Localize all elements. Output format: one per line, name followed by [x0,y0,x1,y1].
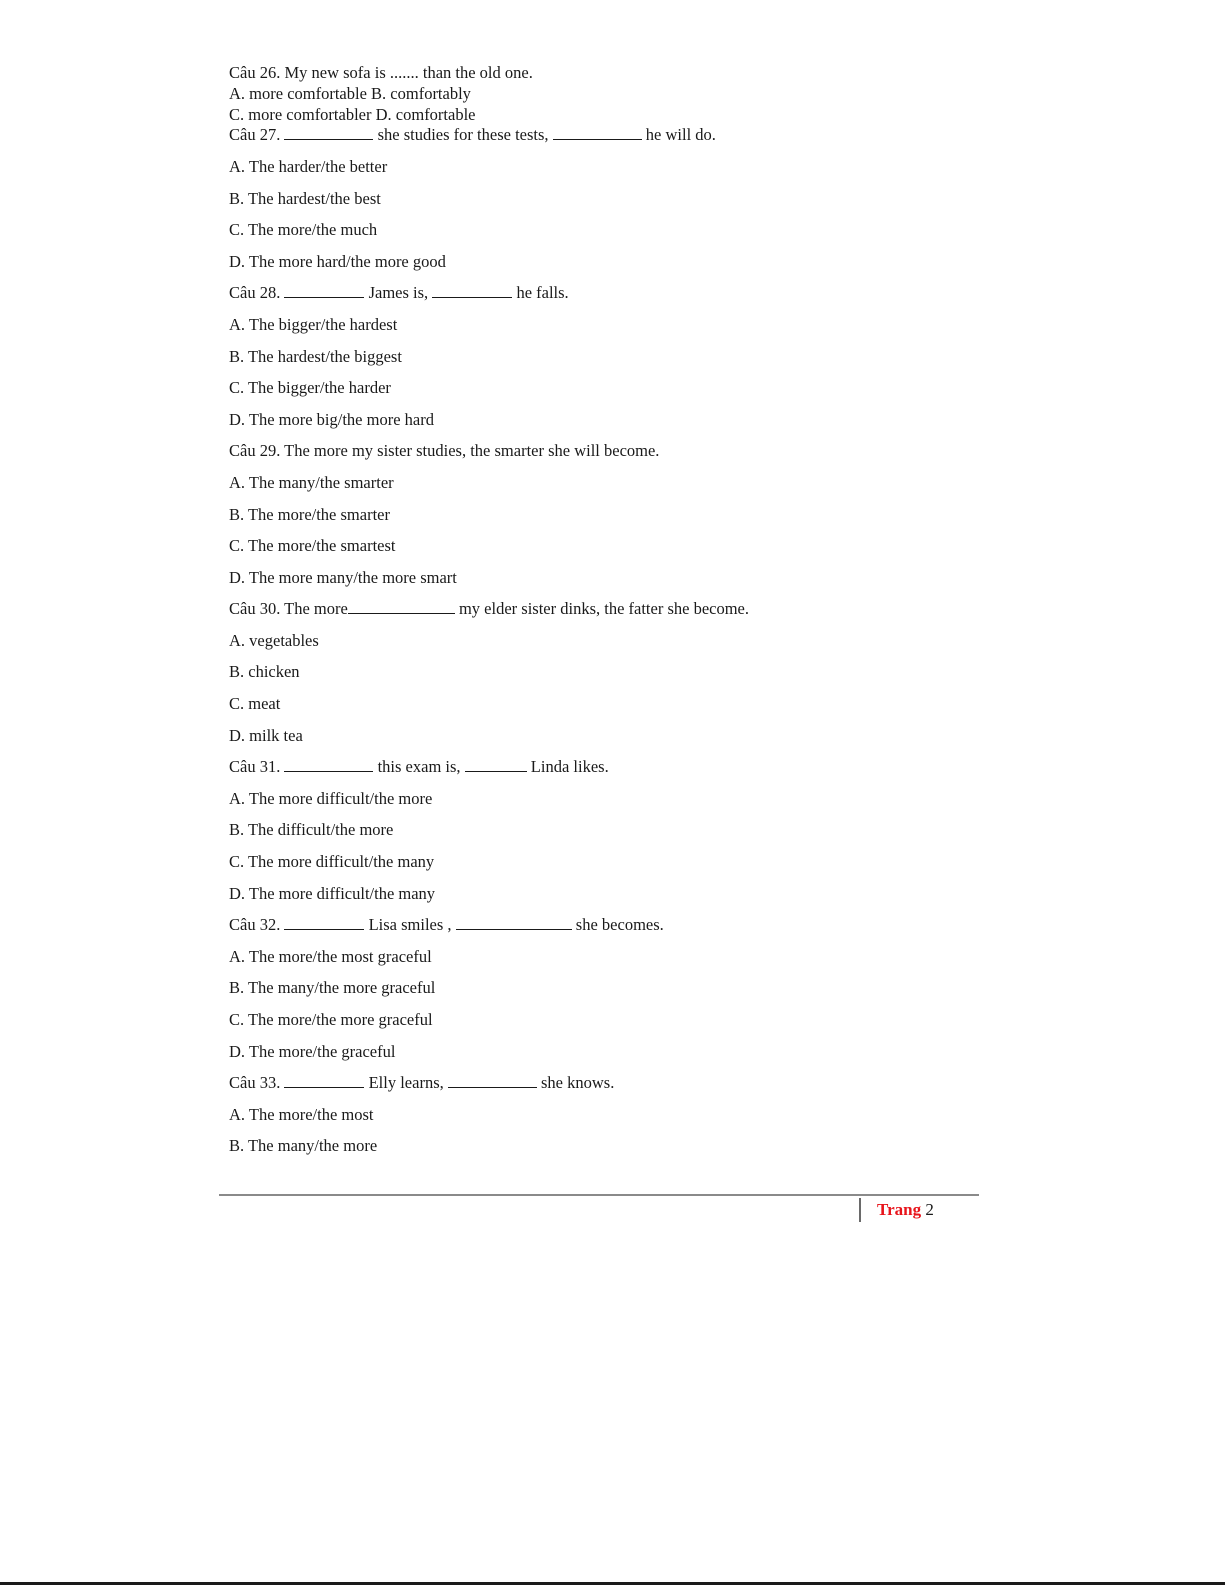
question-stem: Câu 26. My new sofa is ....... than the old one. [229,63,533,82]
stem-text: Câu 33. [229,1073,285,1093]
question-stem [229,125,989,145]
stem-text: Elly learns, [364,1073,448,1093]
answer-option: D. The more many/the more smart [229,567,457,587]
answer-option: A. more comfortable B. comfortably [229,83,471,103]
answer-option: B. The more/the smarter [229,504,390,524]
stem-text: Câu 28. [229,283,285,303]
stem-text: he falls. [512,283,569,303]
answer-blank [348,599,455,614]
answer-option: C. The more difficult/the many [229,852,435,872]
answer-option: B. The difficult/the more [229,820,394,840]
answer-option: C. The more/the much [229,220,378,240]
footer-divider [219,1194,979,1196]
answer-option: A. The harder/the better [229,156,388,176]
question-30 [229,599,989,745]
answer-option: A. The more/the most [229,1104,374,1124]
answer-blank [284,1073,364,1088]
page-number-value: 2 [925,1200,934,1219]
answer-option: A. The more/the most graceful [229,946,432,966]
question-stem [229,599,989,619]
question-27 [229,125,989,271]
stem-text: she studies for these tests, [373,125,553,145]
question-29 [229,441,989,587]
question-stem [229,757,989,777]
answer-option: A. The bigger/the hardest [229,314,398,334]
stem-text: Câu 27. [229,125,285,145]
stem-text: Câu 32. [229,915,285,935]
footer-tick-mark [859,1198,861,1222]
answer-option: D. The more hard/the more good [229,251,446,271]
question-26 [229,63,989,125]
answer-blank [284,757,373,772]
answer-option: B. The hardest/the best [229,188,381,208]
stem-text: James is, [364,283,433,303]
answer-option: C. meat [229,694,281,714]
document-body [229,63,989,1168]
stem-text: Câu 31. [229,757,285,777]
stem-text: this exam is, [373,757,465,777]
answer-blank [465,757,527,772]
answer-option: B. The many/the more [229,1136,378,1156]
answer-option: B. chicken [229,662,300,682]
answer-blank [284,125,373,140]
stem-text: she becomes. [571,915,664,935]
answer-option: D. The more/the graceful [229,1041,396,1061]
answer-option: B. The hardest/the biggest [229,346,402,366]
question-32 [229,915,989,1061]
question-31 [229,757,989,903]
question-stem [229,915,989,935]
answer-option: C. more comfortabler D. comfortable [229,104,476,124]
stem-text: he will do. [641,125,716,145]
stem-text: Câu 30. The more [229,599,348,619]
answer-option: B. The many/the more graceful [229,978,436,998]
answer-option: A. vegetables [229,630,319,650]
answer-blank [448,1073,537,1088]
answer-option: D. The more difficult/the many [229,883,436,903]
answer-option: D. The more big/the more hard [229,409,434,429]
stem-text: she knows. [536,1073,615,1093]
question-28 [229,283,989,429]
question-33 [229,1073,989,1156]
question-stem: Câu 29. The more my sister studies, the smarter she will become. [229,441,660,461]
answer-blank [284,915,364,930]
question-stem [229,1073,989,1093]
stem-text: my elder sister dinks, the fatter she become. [454,599,749,619]
answer-blank [284,283,364,298]
answer-blank [553,125,642,140]
stem-text: Lisa smiles , [364,915,456,935]
answer-option: D. milk tea [229,725,303,745]
answer-blank [456,915,572,930]
answer-option: C. The more/the more graceful [229,1010,433,1030]
answer-option: C. The more/the smartest [229,536,396,556]
answer-option: C. The bigger/the harder [229,378,391,398]
answer-option: A. The more difficult/the more [229,788,433,808]
answer-option: A. The many/the smarter [229,472,394,492]
page-number [877,1200,934,1220]
page-label: Trang [877,1200,922,1219]
stem-text: Linda likes. [526,757,609,777]
answer-blank [432,283,512,298]
question-stem [229,283,989,303]
